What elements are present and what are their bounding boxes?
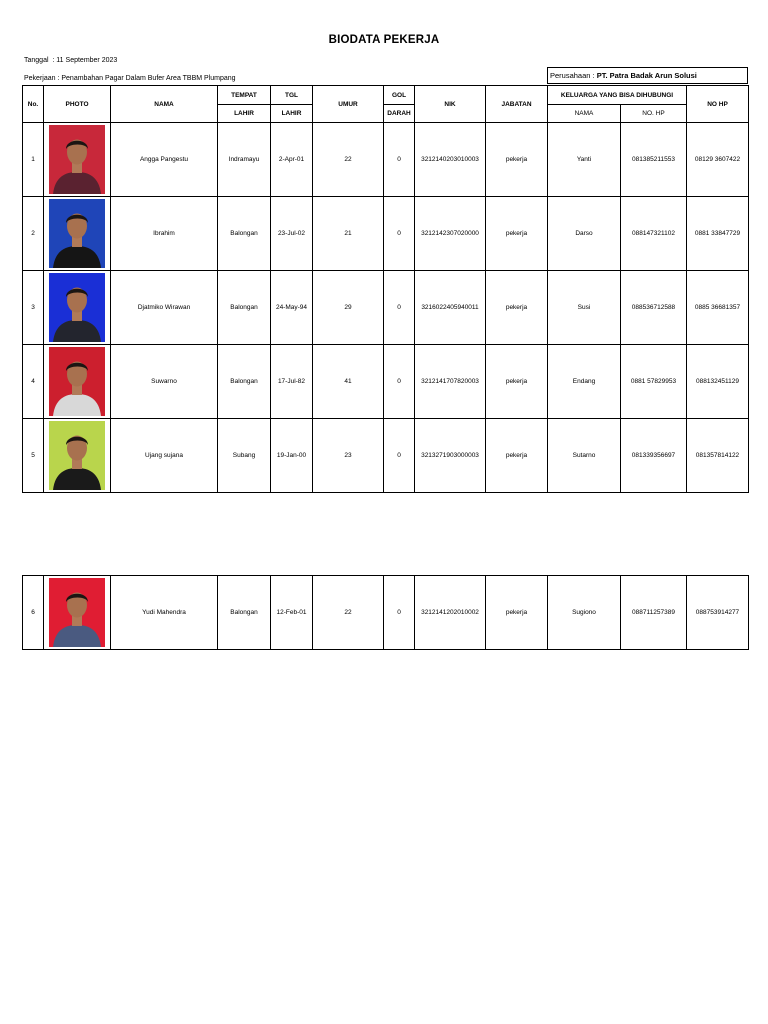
person-portrait-icon (49, 578, 105, 647)
cell-jabatan: pekerja (486, 419, 548, 493)
header-tgl-lahir: LAHIR (271, 105, 313, 123)
cell-kel-hp: 088536712588 (621, 271, 687, 345)
cell-no: 1 (23, 123, 44, 197)
cell-gol: 0 (384, 345, 415, 419)
header-nama: NAMA (111, 86, 218, 123)
cell-jabatan: pekerja (486, 345, 548, 419)
header-keluarga-hp: NO. HP (621, 105, 687, 123)
worker-photo (49, 347, 105, 416)
cell-gol: 0 (384, 419, 415, 493)
cell-kel-hp: 088711257389 (621, 576, 687, 650)
cell-photo (44, 123, 111, 197)
cell-hp: 08129 3607422 (687, 123, 749, 197)
cell-nik: 3212141202010002 (415, 576, 486, 650)
header-keluarga-nama: NAMA (548, 105, 621, 123)
cell-kel-nama: Sutarno (548, 419, 621, 493)
cell-no: 4 (23, 345, 44, 419)
cell-tgl: 17-Jul-82 (271, 345, 313, 419)
cell-no: 5 (23, 419, 44, 493)
header-photo: PHOTO (44, 86, 111, 123)
cell-hp: 088132451129 (687, 345, 749, 419)
cell-tempat: Subang (218, 419, 271, 493)
person-portrait-icon (49, 199, 105, 268)
cell-umur: 22 (313, 123, 384, 197)
worker-photo (49, 273, 105, 342)
person-portrait-icon (49, 421, 105, 490)
person-portrait-icon (49, 347, 105, 416)
cell-hp: 081357814122 (687, 419, 749, 493)
cell-tgl: 19-Jan-00 (271, 419, 313, 493)
cell-photo (44, 419, 111, 493)
table-row (23, 123, 749, 197)
cell-no: 2 (23, 197, 44, 271)
perusahaan-value: PT. Patra Badak Arun Solusi (596, 71, 697, 80)
cell-umur: 29 (313, 271, 384, 345)
cell-hp: 0881 33847729 (687, 197, 749, 271)
header-nohp: NO HP (687, 86, 749, 123)
cell-tempat: Balongan (218, 197, 271, 271)
cell-jabatan: pekerja (486, 271, 548, 345)
cell-kel-hp: 0881 57829953 (621, 345, 687, 419)
cell-umur: 21 (313, 197, 384, 271)
biodata-table (22, 85, 749, 493)
cell-kel-nama: Susi (548, 271, 621, 345)
cell-jabatan: pekerja (486, 576, 548, 650)
company-box (547, 67, 748, 84)
cell-kel-nama: Sugiono (548, 576, 621, 650)
cell-photo (44, 576, 111, 650)
cell-gol: 0 (384, 197, 415, 271)
cell-kel-hp: 088147321102 (621, 197, 687, 271)
cell-jabatan: pekerja (486, 123, 548, 197)
cell-kel-hp: 081339356697 (621, 419, 687, 493)
pekerjaan-line (24, 75, 236, 82)
cell-umur: 22 (313, 576, 384, 650)
cell-kel-nama: Darso (548, 197, 621, 271)
biodata-table-continued (22, 575, 749, 650)
cell-photo (44, 197, 111, 271)
worker-photo (49, 125, 105, 194)
header-gol-darah: DARAH (384, 105, 415, 123)
table-body-continued (23, 576, 749, 650)
worker-photo (49, 578, 105, 647)
tanggal-label: Tanggal (24, 57, 49, 64)
cell-nik: 3212140203010003 (415, 123, 486, 197)
cell-kel-nama: Yanti (548, 123, 621, 197)
cell-tgl: 12-Feb-01 (271, 576, 313, 650)
tanggal-value: : 11 September 2023 (52, 57, 118, 64)
cell-gol: 0 (384, 576, 415, 650)
cell-kel-nama: Endang (548, 345, 621, 419)
header-gol: GOL (384, 86, 415, 105)
perusahaan-label: Perusahaan : (550, 71, 597, 80)
cell-tempat: Balongan (218, 271, 271, 345)
worker-photo (49, 199, 105, 268)
cell-kel-hp: 081385211553 (621, 123, 687, 197)
cell-nama: Ujang sujana (111, 419, 218, 493)
table-row (23, 345, 749, 419)
header-keluarga: KELUARGA YANG BISA DIHUBUNGI (548, 86, 687, 105)
cell-nama: Ibrahim (111, 197, 218, 271)
header-tempat-lahir: LAHIR (218, 105, 271, 123)
pekerjaan-value: Penambahan Pagar Dalam Bufer Area TBBM Plumpang (61, 75, 236, 82)
cell-tgl: 23-Jul-02 (271, 197, 313, 271)
cell-nama: Djatmiko Wirawan (111, 271, 218, 345)
cell-tempat: Balongan (218, 345, 271, 419)
cell-tgl: 2-Apr-01 (271, 123, 313, 197)
table-row (23, 576, 749, 650)
cell-no: 6 (23, 576, 44, 650)
header-umur: UMUR (313, 86, 384, 123)
header-nik: NIK (415, 86, 486, 123)
table-row (23, 419, 749, 493)
cell-nik: 3213271903000003 (415, 419, 486, 493)
cell-nik: 3212142307020000 (415, 197, 486, 271)
cell-nama: Suwarno (111, 345, 218, 419)
cell-tempat: Balongan (218, 576, 271, 650)
pekerjaan-label: Pekerjaan : (24, 75, 60, 82)
cell-gol: 0 (384, 271, 415, 345)
header-no: No. (23, 86, 44, 123)
cell-tempat: Indramayu (218, 123, 271, 197)
cell-gol: 0 (384, 123, 415, 197)
table-header (23, 86, 749, 123)
person-portrait-icon (49, 125, 105, 194)
table-row (23, 197, 749, 271)
cell-photo (44, 271, 111, 345)
cell-umur: 23 (313, 419, 384, 493)
cell-photo (44, 345, 111, 419)
page-title: BIODATA PEKERJA (328, 34, 440, 46)
cell-nik: 3216022405940011 (415, 271, 486, 345)
cell-hp: 088753914277 (687, 576, 749, 650)
cell-tgl: 24-May-94 (271, 271, 313, 345)
cell-no: 3 (23, 271, 44, 345)
header-tgl: TGL (271, 86, 313, 105)
header-tempat: TEMPAT (218, 86, 271, 105)
tanggal-line (24, 57, 117, 64)
header-jabatan: JABATAN (486, 86, 548, 123)
cell-nik: 3212141707820003 (415, 345, 486, 419)
table-row (23, 271, 749, 345)
table-body (23, 123, 749, 493)
cell-hp: 0885 36681357 (687, 271, 749, 345)
cell-umur: 41 (313, 345, 384, 419)
cell-jabatan: pekerja (486, 197, 548, 271)
worker-photo (49, 421, 105, 490)
cell-nama: Angga Pangestu (111, 123, 218, 197)
person-portrait-icon (49, 273, 105, 342)
cell-nama: Yudi Mahendra (111, 576, 218, 650)
